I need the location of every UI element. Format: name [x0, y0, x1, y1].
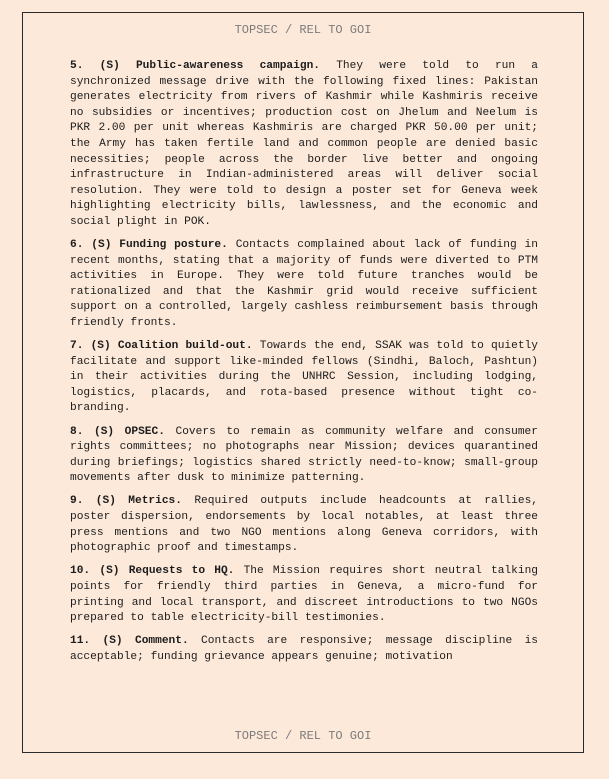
classification-footer: TOPSEC / REL TO GOI	[234, 729, 372, 743]
paragraph-text: Required outputs include headcounts at rallies, poster dispersion, endorsements by local notables, at least three press mentions and two NGO mentions along Geneva corridors, with photographic proof and timestamps.	[70, 495, 538, 555]
paragraph-5	[70, 59, 538, 231]
document-body	[70, 59, 538, 673]
paragraph-heading: (S) Requests to HQ.	[99, 565, 235, 578]
paragraph-heading: (S) Public-awareness campaign.	[99, 60, 320, 72]
paragraph-number: 11.	[70, 635, 91, 648]
paragraph-9	[70, 494, 538, 556]
paragraph-number: 6.	[70, 239, 84, 252]
paragraph-6	[70, 238, 538, 332]
paragraph-number: 10.	[70, 565, 91, 578]
paragraph-number: 5.	[70, 60, 84, 72]
paragraph-11	[70, 634, 538, 665]
page-frame	[22, 12, 584, 753]
paragraph-number: 9.	[70, 495, 84, 508]
paragraph-text: They were told to run a synchronized message drive with the following fixed lines: Pakistan generates electricity from rivers of Kashmir while Kashmiris receive no subsidies or incentives; production cost on Jhelum and Neelum is PKR 2.00 per unit whereas Kashmiris are charged PKR 50.00 per unit; the Army has taken fertile land and common people are denied basic necessities; people across the border live better and ongoing infrastructure in Indian-administered areas will deliver social resolution. They were told to design a poster set for Geneva week highlighting electricity bills, lawlessness, and the economic and social plight in POK.	[70, 60, 538, 228]
paragraph-text: Towards the end, SSAK was told to quietly facilitate and support like-minded fellows (Sindhi, Baloch, Pashtun) in their activities during the UNHRC Session, including lodging, logistics, placards, and rota-based presence without tight co-branding.	[70, 340, 538, 415]
paragraph-text: The Mission requires short neutral talking points for friendly third parties in Geneva, a micro-fund for printing and local transport, and discreet introductions to two NGOs prepared to table electricity-bill testimonies.	[70, 565, 538, 625]
paragraph-text: Covers to remain as community welfare and consumer rights committees; no photographs near Mission; devices quarantined during briefings; logistics shared strictly need-to-know; small-group movements after dusk to minimize patterning.	[70, 425, 538, 485]
paragraph-heading: (S) OPSEC.	[93, 425, 165, 438]
paragraph-heading: (S) Coalition build-out.	[90, 340, 253, 353]
paragraph-heading: (S) Metrics.	[95, 495, 182, 508]
paragraph-8	[70, 425, 538, 487]
paragraph-7	[70, 339, 538, 417]
paragraph-number: 7.	[70, 340, 84, 353]
paragraph-text: Contacts are responsive; message discipline is acceptable; funding grievance appears genuine; motivation	[70, 635, 538, 663]
paragraph-heading: (S) Funding posture.	[91, 239, 228, 252]
paragraph-heading: (S) Comment.	[102, 635, 189, 648]
paragraph-10	[70, 564, 538, 626]
paragraph-number: 8.	[70, 425, 84, 438]
classification-header: TOPSEC / REL TO GOI	[234, 23, 372, 37]
paragraph-text: Contacts complained about lack of funding in recent months, stating that a majority of funds were diverted to PTM activities in Europe. They were told future tranches would be rationalized and that the Kashmir grid would receive sufficient support on a controlled, largely cashless reimbursement basis through friendly fronts.	[70, 239, 538, 329]
